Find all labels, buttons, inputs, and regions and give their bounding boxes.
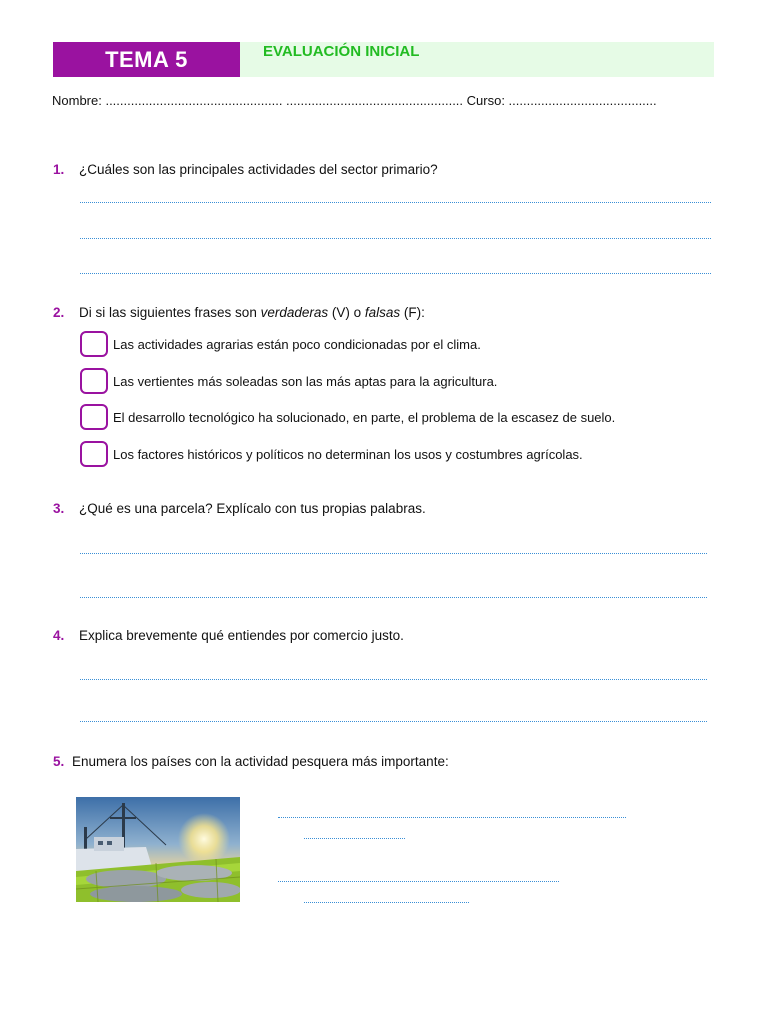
header-banner <box>240 42 714 77</box>
answer-line[interactable] <box>278 881 559 882</box>
question-text: ¿Qué es una parcela? Explícalo con tus propias palabras. <box>79 501 426 516</box>
question-text: Enumera los países con la actividad pesquera más importante: <box>72 754 449 769</box>
answer-line[interactable] <box>80 679 707 680</box>
answer-line[interactable] <box>80 238 711 239</box>
statement-text: Las actividades agrarias están poco condicionadas por el clima. <box>113 336 481 352</box>
question-text: (V) o <box>328 305 365 320</box>
statement-item <box>80 366 497 396</box>
vf-answer-box[interactable] <box>80 331 108 357</box>
question-number: 3. <box>53 501 65 516</box>
vf-answer-box[interactable] <box>80 441 108 467</box>
answer-line[interactable] <box>80 202 711 203</box>
vf-answer-box[interactable] <box>80 404 108 430</box>
statement-text: Las vertientes más soleadas son las más aptas para la agricultura. <box>113 373 498 389</box>
answer-line[interactable] <box>278 817 626 818</box>
answer-line[interactable] <box>80 597 707 598</box>
question-number: 1. <box>53 162 65 177</box>
statement-text: Los factores históricos y políticos no determinan los usos y costumbres agrícolas. <box>113 446 583 462</box>
answer-line[interactable] <box>304 902 469 903</box>
fishing-boat-icon <box>76 797 240 902</box>
answer-line[interactable] <box>80 721 707 722</box>
statement-item <box>80 439 583 469</box>
answer-line[interactable] <box>80 273 711 274</box>
question-text: Explica brevemente qué entiendes por comercio justo. <box>79 628 404 643</box>
vf-answer-box[interactable] <box>80 368 108 394</box>
answer-line[interactable] <box>304 838 405 839</box>
student-info-line[interactable]: Nombre: ................................................. ................................................. Curso: ......................................... <box>52 93 657 108</box>
statement-item <box>80 402 615 432</box>
question-text: ¿Cuáles son las principales actividades del sector primario? <box>79 162 438 177</box>
answer-line[interactable] <box>80 553 707 554</box>
page-title: EVALUACIÓN INICIAL <box>263 43 420 60</box>
question-2 <box>53 305 425 320</box>
question-number: 5. <box>53 754 65 769</box>
question-5 <box>53 754 449 769</box>
question-number: 4. <box>53 628 65 643</box>
question-text-italic: falsas <box>364 305 401 320</box>
question-3 <box>53 501 426 516</box>
question-text: Di si las siguientes frases son <box>79 305 261 320</box>
question-1 <box>53 162 438 177</box>
tema-badge <box>53 42 240 77</box>
question-number: 2. <box>53 305 65 320</box>
question-4 <box>53 628 404 643</box>
question-text-italic: verdaderas <box>260 305 329 320</box>
statement-text: El desarrollo tecnológico ha solucionado, en parte, el problema de la escasez de suelo. <box>113 409 616 425</box>
question-text: (F): <box>400 305 425 320</box>
fishing-boat-photo <box>76 797 240 902</box>
tema-label: TEMA 5 <box>105 46 188 72</box>
statement-item <box>80 329 481 359</box>
